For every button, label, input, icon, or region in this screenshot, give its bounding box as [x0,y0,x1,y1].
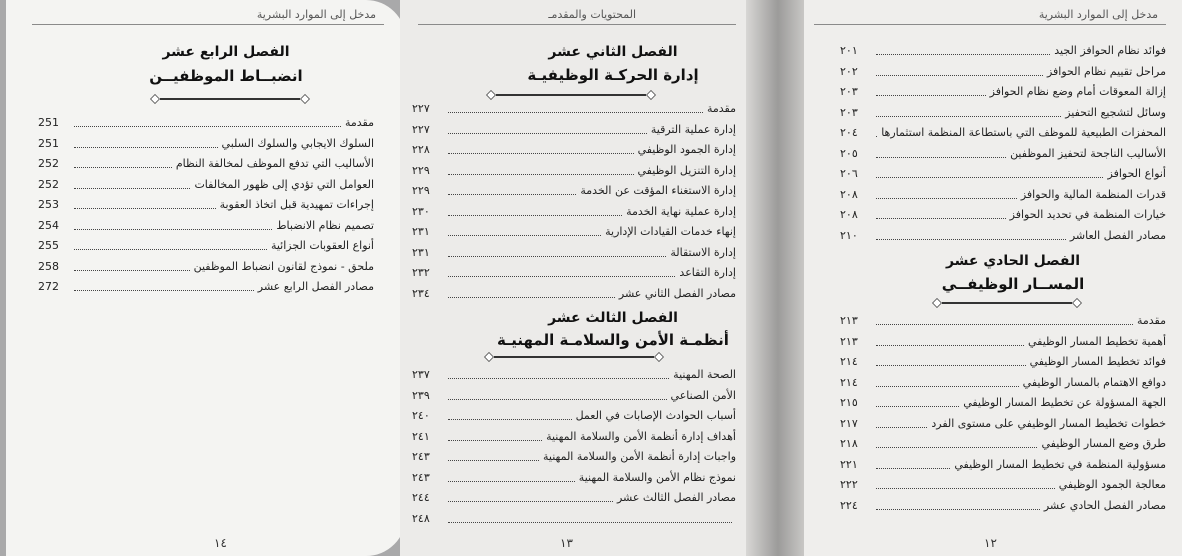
toc-entry-page: ٢٢٤ [840,498,858,512]
toc-dot-leader [876,406,959,407]
toc-dot-leader [448,215,622,216]
toc-entry [412,428,736,449]
toc-entry-title: السلوك الايجابي والسلوك السلبي [221,136,374,150]
toc-entry-page: ٢٢١ [840,457,858,471]
toc-entry-title: إدارة الجمود الوظيفي [637,143,736,156]
toc-entry-page: ٢٢٧ [412,102,430,115]
toc-entry-title: معالجة الجمود الوظيفي [1058,478,1166,491]
toc-entry-title: إدارة الاستقالة [670,245,736,259]
toc-dot-leader [876,324,1133,325]
toc-entry [840,456,1166,477]
toc-entry-page: ٢١٠ [840,228,858,242]
toc-entry-page: 258 [38,259,59,273]
toc-dot-leader [876,468,950,469]
toc-dot-leader [74,270,190,271]
toc-entry-page: ٢٤٣ [412,450,430,463]
toc-entry-title: الجهة المسؤولة عن تخطيط المسار الوظيفي [963,396,1166,409]
toc-dot-leader [876,116,1061,117]
toc-dot-leader [74,229,272,230]
toc-entry-title: الأمن الصناعي [670,388,736,402]
toc-entry [840,145,1166,166]
page-number: ١٢ [984,536,997,550]
toc-dot-leader [876,136,877,137]
toc-entry [840,353,1166,374]
toc-dot-leader [876,447,1037,448]
toc-dot-leader [876,386,1019,387]
toc-entry-title: إدارة الاستغناء المؤقت عن الخدمة [580,184,736,197]
toc-entry-title: تصميم نظام الانضباط [276,218,374,232]
toc-dot-leader [74,188,190,189]
chapter-title: الفصل الرابع عشر [162,44,290,60]
toc-dot-leader [448,174,634,175]
toc-entry-title: الصحة المهنية [673,368,736,381]
toc-dot-leader [448,378,669,379]
toc-entry-page: 272 [38,280,59,293]
toc-dot-leader [876,345,1024,346]
toc-list [38,114,374,299]
running-head: مدخل إلى الموارد البشرية [1038,8,1158,21]
page-number: ١٤ [214,536,227,550]
toc-entry-page: 255 [38,239,59,252]
toc-entry-title: فوائد نظام الحوافز الجيد [1054,44,1166,57]
toc-entry-page: ٢٤٤ [412,491,430,504]
toc-entry [412,489,736,510]
toc-entry-title: مقدمة [344,116,374,129]
toc-entry-title: واجبات إدارة أنظمة الأمن والسلامة المهنية [542,450,736,463]
chapter-subtitle: انضبــاط الموظفيــن [149,67,303,85]
toc-entry [840,415,1166,436]
ornament-divider [484,352,664,362]
middle-page [400,0,746,556]
toc-entry-title: الأساليب التي تدفع الموظف لمخالفة النظام [175,157,374,170]
toc-entry-title: ملحق - نموذج لقانون انضباط الموظفين [193,259,374,273]
toc-entry-title: أسباب الحوادث الإصابات في العمل [575,409,736,422]
toc-entry [412,121,736,142]
toc-entry [412,141,736,162]
toc-dot-leader [448,481,575,482]
toc-entry [840,165,1166,186]
toc-entry [412,244,736,265]
toc-entry [38,196,374,217]
toc-entry-title: دوافع الاهتمام بالمسار الوظيفي [1022,375,1166,389]
toc-entry-title: خيارات المنظمة في تحديد الحوافز [1009,208,1166,221]
toc-dot-leader [448,522,732,523]
chapter-13-title: الفصل الثالث عشر [548,310,678,326]
toc-dot-leader [876,75,1043,76]
toc-entry [38,278,374,299]
toc-entry-title: فوائد تخطيط المسار الوظيفي [1029,355,1166,368]
toc-dot-leader [448,460,539,461]
chapter-12-title: الفصل الثاني عشر [548,44,678,60]
toc-list-chapter-10 [840,42,1166,247]
toc-entry [840,435,1166,456]
toc-entry-page: ٢٠٦ [840,167,858,180]
toc-entry-page: ٢٠٣ [840,85,858,98]
toc-entry [38,237,374,258]
toc-entry-page: ٢٤٠ [412,409,430,422]
toc-list-chapter-12 [412,100,736,305]
toc-dot-leader [876,218,1006,219]
toc-dot-leader [448,297,615,298]
toc-dot-leader [74,126,341,127]
toc-dot-leader [448,153,634,154]
toc-entry [38,135,374,156]
toc-entry [840,124,1166,145]
toc-list-chapter-13 [412,366,736,530]
toc-entry-title: إدارة التنزيل الوظيفي [637,163,736,177]
toc-entry-title: خطوات تخطيط المسار الوظيفي على مستوى الفرد [931,416,1166,430]
toc-entry [412,448,736,469]
toc-entry-page: ٢٠٥ [840,146,858,160]
toc-dot-leader [74,249,267,250]
toc-entry-title: مراحل تقييم نظام الحوافز [1046,64,1166,78]
toc-entry-title: أنواع العقوبات الجزائية [270,239,374,252]
toc-dot-leader [448,256,666,257]
toc-entry-title: نموذج نظام الأمن والسلامة المهنية [578,470,736,484]
toc-entry [840,476,1166,497]
running-head-rule [814,24,1166,25]
toc-entry-page: ٢٠٢ [840,64,858,78]
toc-entry-title: إدارة عملية الترقية [650,122,736,136]
toc-entry [412,223,736,244]
toc-entry [840,206,1166,227]
chapter-13-subtitle: أنظمـة الأمن والسلامـة المهنيـة [497,331,729,349]
toc-entry-title: أنواع الحوافز [1107,167,1166,180]
running-head-rule [32,24,384,25]
toc-entry-page: ٢١٣ [840,314,858,327]
book-gutter-shadow [746,0,804,556]
toc-entry-title: المحفزات الطبيعية للموظف التي باستطاعة المنظمة استثمارها [881,126,1166,139]
left-page [6,0,406,556]
toc-entry-page: ٢٠٤ [840,126,858,139]
toc-entry-title: مصادر الفصل الثاني عشر [618,286,736,300]
toc-entry-page: 251 [38,116,59,129]
toc-entry-page: ٢٣٤ [412,286,430,300]
toc-dot-leader [876,54,1050,55]
toc-entry-page: ٢٤٨ [412,511,430,525]
toc-entry [412,100,736,121]
toc-dot-leader [876,509,1040,510]
toc-entry [840,227,1166,248]
toc-entry-page: 254 [38,218,59,232]
chapter-11-subtitle: المســار الوظيفــي [941,275,1085,293]
toc-entry-page: ٢١٨ [840,437,858,450]
toc-entry [412,203,736,224]
toc-dot-leader [448,399,667,400]
toc-entry-page: ٢١٤ [840,355,858,368]
toc-entry [412,264,736,285]
toc-entry [840,186,1166,207]
toc-entry-page: 253 [38,198,59,211]
chapter-12-subtitle: إدارة الحركـة الوظيفيـة [527,66,699,84]
toc-entry-page: ٢٤١ [412,429,430,443]
toc-entry-title: مصادر الفصل الثالث عشر [616,491,736,504]
toc-entry-title: الأساليب الناجحة لتحفيز الموظفين [1010,146,1166,160]
toc-entry-title: قدرات المنظمة المالية والحوافز [1020,187,1166,201]
toc-dot-leader [448,440,542,441]
toc-entry-title: مقدمة [706,102,736,115]
toc-entry-page: 251 [38,136,59,150]
toc-entry [840,312,1166,333]
toc-entry-page: ٢٣١ [412,245,430,259]
toc-dot-leader [876,177,1103,178]
toc-entry-title: طرق وضع المسار الوظيفي [1041,437,1166,450]
ornament-divider [150,94,310,104]
right-page [804,0,1182,556]
toc-entry [38,217,374,238]
toc-entry-title: إزالة المعوقات أمام وضع نظام الحوافز [989,85,1166,98]
toc-entry-page: ٢٤٣ [412,470,430,484]
toc-entry-page: ٢٣١ [412,225,430,238]
toc-entry [840,83,1166,104]
toc-entry-title: إدارة التقاعد [679,266,736,279]
toc-entry-title: أهمية تخطيط المسار الوظيفي [1027,334,1166,348]
toc-dot-leader [448,133,647,134]
toc-dot-leader [448,194,576,195]
toc-entry-title: مقدمة [1136,314,1166,327]
toc-entry [840,497,1166,518]
toc-dot-leader [876,365,1026,366]
toc-dot-leader [74,147,218,148]
toc-entry-title: إدارة عملية نهاية الخدمة [626,204,736,218]
toc-entry [38,258,374,279]
toc-dot-leader [448,112,703,113]
toc-entry [412,510,736,531]
toc-dot-leader [876,427,927,428]
toc-entry-title: مصادر الفصل الحادي عشر [1043,498,1166,512]
chapter-11-title: الفصل الحادي عشر [945,253,1081,269]
toc-dot-leader [74,167,172,168]
toc-entry [412,407,736,428]
toc-entry-title: مسؤولية المنظمة في تخطيط المسار الوظيفي [954,457,1166,471]
toc-dot-leader [448,419,572,420]
running-head-rule [418,24,736,25]
toc-dot-leader [876,488,1055,489]
toc-entry-page: ٢٢٩ [412,184,430,197]
toc-entry-page: ٢٠١ [840,44,858,57]
ornament-divider [932,298,1082,308]
toc-entry-page: ٢١٣ [840,334,858,348]
toc-entry [412,285,736,306]
toc-entry-page: ٢١٤ [840,375,858,389]
toc-entry-page: ٢١٧ [840,416,858,430]
running-head: مدخل إلى الموارد البشرية [256,8,376,21]
toc-entry [412,387,736,408]
toc-entry-page: ٢٠٨ [840,187,858,201]
toc-dot-leader [876,157,1006,158]
toc-entry [412,162,736,183]
toc-dot-leader [448,501,613,502]
toc-entry-page: ٢٣٧ [412,368,430,381]
toc-dot-leader [74,290,254,291]
toc-entry-title: العوامل التي تؤدي إلى ظهور المخالفات [194,177,374,191]
toc-dot-leader [74,208,216,209]
toc-entry-page: 252 [38,177,59,191]
toc-entry-page: ٢٣٠ [412,204,430,218]
toc-dot-leader [876,95,986,96]
toc-entry-page: ٢٠٣ [840,105,858,119]
running-head: المحتويات والمقدمـ [548,8,636,21]
toc-entry-title: وسائل لتشجيع التحفيز [1065,105,1166,119]
toc-list-chapter-11 [840,312,1166,517]
toc-entry-title: أهداف إدارة أنظمة الأمن والسلامة المهنية [546,429,736,443]
toc-entry [840,394,1166,415]
toc-entry [840,374,1166,395]
toc-entry [840,42,1166,63]
toc-entry-page: ٢٢٩ [412,163,430,177]
toc-entry [38,176,374,197]
toc-entry [412,469,736,490]
toc-entry [38,114,374,135]
toc-entry-page: ٢٣٩ [412,388,430,402]
toc-entry [412,366,736,387]
toc-entry [840,63,1166,84]
toc-entry [840,104,1166,125]
toc-entry-page: ٢٢٢ [840,478,858,491]
toc-entry-title: مصادر الفصل العاشر [1069,228,1166,242]
toc-entry-page: ٢٢٨ [412,143,430,156]
toc-entry [38,155,374,176]
toc-entry [412,182,736,203]
toc-entry-page: ٢٣٢ [412,266,430,279]
toc-entry-page: ٢٢٧ [412,122,430,136]
toc-entry-page: ٢١٥ [840,396,858,409]
toc-entry-page: 252 [38,157,59,170]
toc-entry-page: ٢٠٨ [840,208,858,221]
ornament-divider [486,90,656,100]
toc-dot-leader [448,235,601,236]
toc-entry-title: مصادر الفصل الرابع عشر [257,280,374,293]
toc-dot-leader [876,239,1066,240]
page-number: ١٣ [560,536,573,550]
toc-dot-leader [876,198,1017,199]
toc-entry-title: إجراءات تمهيدية قبل اتخاذ العقوبة [219,198,374,211]
toc-dot-leader [448,276,675,277]
toc-entry [840,333,1166,354]
toc-entry-title: إنهاء خدمات القيادات الإدارية [605,225,736,238]
